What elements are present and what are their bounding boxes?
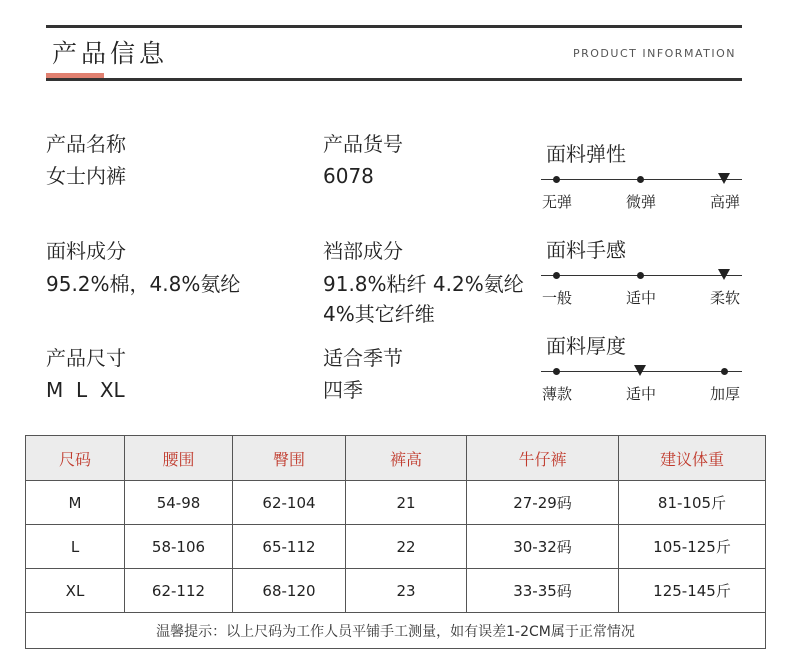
scale-label: 高弹	[710, 193, 741, 211]
scale-title-thickness: 面料厚度	[546, 334, 626, 358]
size-table-header-row	[26, 436, 766, 481]
scale-selected-marker	[718, 173, 730, 184]
scale-point	[553, 176, 560, 183]
col-header-size: 尺码	[26, 436, 125, 481]
crotch-value-line1: 91.8%粘纤 4.2%氨纶	[323, 272, 524, 296]
scale-label: 无弹	[542, 193, 573, 211]
scale-point	[637, 272, 644, 279]
scale-point	[553, 368, 560, 375]
cell-rise: 21	[346, 481, 467, 525]
section-title: 产品信息	[52, 39, 169, 68]
product-sku-label: 产品货号	[323, 132, 403, 156]
scale-selected-marker	[718, 269, 730, 280]
scale-selected-marker	[634, 365, 646, 376]
product-name-value: 女士内裤	[46, 164, 126, 188]
table-note-row	[26, 613, 766, 649]
fabric-label: 面料成分	[46, 239, 126, 263]
crotch-label: 裆部成分	[323, 239, 403, 263]
size-label: 产品尺寸	[46, 346, 126, 370]
product-sku-value: 6078	[323, 164, 374, 188]
header-top-rule	[46, 25, 742, 28]
cell-hip: 68-120	[233, 569, 346, 613]
size-table	[25, 435, 766, 649]
header-bottom-rule	[46, 78, 742, 81]
scale-point	[553, 272, 560, 279]
col-header-hip: 臀围	[233, 436, 346, 481]
cell-size: M	[26, 481, 125, 525]
col-header-jeans: 牛仔裤	[467, 436, 619, 481]
scale-label: 适中	[626, 289, 657, 307]
scale-label: 薄款	[542, 385, 573, 403]
cell-weight: 105-125斤	[619, 525, 766, 569]
cell-waist: 54-98	[125, 481, 233, 525]
scale-title-softness: 面料手感	[546, 238, 626, 262]
season-value: 四季	[323, 378, 363, 402]
scale-label: 柔软	[710, 289, 741, 307]
scale-label: 微弹	[626, 193, 657, 211]
cell-hip: 62-104	[233, 481, 346, 525]
cell-size: XL	[26, 569, 125, 613]
scale-label: 适中	[626, 385, 657, 403]
scale-label: 一般	[542, 289, 573, 307]
cell-jeans: 33-35码	[467, 569, 619, 613]
scale-title-elasticity: 面料弹性	[546, 142, 626, 166]
col-header-rise: 裤高	[346, 436, 467, 481]
cell-jeans: 27-29码	[467, 481, 619, 525]
scale-point	[637, 176, 644, 183]
cell-waist: 58-106	[125, 525, 233, 569]
season-label: 适合季节	[323, 346, 403, 370]
cell-size: L	[26, 525, 125, 569]
product-name-label: 产品名称	[46, 132, 126, 156]
table-row	[26, 481, 766, 525]
col-header-weight: 建议体重	[619, 436, 766, 481]
size-value: M L XL	[46, 378, 125, 402]
cell-rise: 23	[346, 569, 467, 613]
cell-hip: 65-112	[233, 525, 346, 569]
crotch-value-line2: 4%其它纤维	[323, 302, 435, 326]
cell-waist: 62-112	[125, 569, 233, 613]
cell-jeans: 30-32码	[467, 525, 619, 569]
scale-point	[721, 368, 728, 375]
scale-label: 加厚	[710, 385, 741, 403]
col-header-waist: 腰围	[125, 436, 233, 481]
table-row	[26, 569, 766, 613]
header-accent-bar	[46, 73, 104, 78]
fabric-value: 95.2%棉，4.8%氨纶	[46, 272, 241, 296]
cell-weight: 125-145斤	[619, 569, 766, 613]
cell-weight: 81-105斤	[619, 481, 766, 525]
table-row	[26, 525, 766, 569]
section-subtitle: PRODUCT INFORMATION	[573, 47, 736, 60]
measurement-note: 温馨提示：以上尺码为工作人员平铺手工测量，如有误差1-2CM属于正常情况	[26, 613, 766, 649]
cell-rise: 22	[346, 525, 467, 569]
